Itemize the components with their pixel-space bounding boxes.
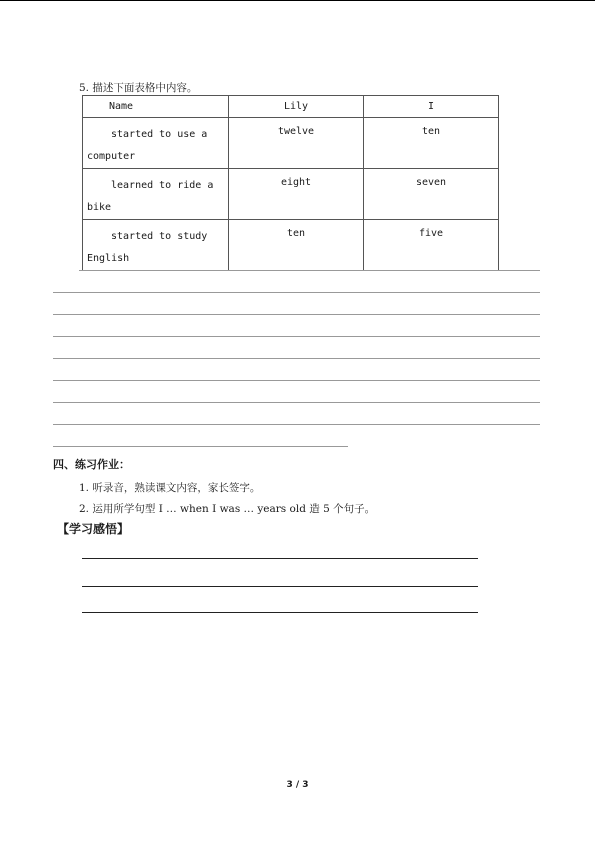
top-rule: [0, 0, 595, 1]
table-header-row: [83, 96, 499, 118]
activity-cell: learned to ride a bike: [83, 169, 229, 220]
lily-age-cell: eight: [229, 169, 364, 220]
reflection-heading: 【学习感悟】: [57, 522, 130, 536]
answer-line[interactable]: [53, 424, 540, 425]
reflection-line[interactable]: [82, 612, 478, 613]
answer-line[interactable]: [53, 336, 540, 337]
section-4-heading: 四、练习作业：: [53, 458, 130, 471]
my-age-cell: seven: [364, 169, 499, 220]
homework-item-1: 1. 听录音，熟读课文内容，家长签字。: [79, 482, 261, 494]
table-row: [83, 169, 499, 220]
table-row: [83, 220, 499, 271]
reflection-line[interactable]: [82, 558, 478, 559]
header-cell-lily: Lily: [229, 96, 364, 118]
table-row: [83, 118, 499, 169]
activity-cell: started to study English: [83, 220, 229, 271]
answer-line[interactable]: [53, 402, 540, 403]
question-5-label: 5. 描述下面表格中内容。: [79, 82, 198, 94]
answer-line[interactable]: [53, 358, 540, 359]
header-cell-i: I: [364, 96, 499, 118]
homework-item-2: 2. 运用所学句型 I … when I was … years old 造 5 个句子。: [79, 503, 376, 515]
my-age-cell: ten: [364, 118, 499, 169]
lily-age-cell: twelve: [229, 118, 364, 169]
activity-cell: started to use a computer: [83, 118, 229, 169]
answer-line[interactable]: [53, 314, 540, 315]
answer-line[interactable]: [53, 380, 540, 381]
answer-line[interactable]: [79, 270, 540, 271]
answer-line[interactable]: [53, 292, 540, 293]
lily-age-cell: ten: [229, 220, 364, 271]
my-age-cell: five: [364, 220, 499, 271]
reflection-line[interactable]: [82, 586, 478, 587]
answer-line[interactable]: [53, 446, 348, 447]
data-table: [82, 95, 499, 271]
page-number: 3 / 3: [286, 780, 309, 790]
header-cell-name: Name: [83, 96, 229, 118]
